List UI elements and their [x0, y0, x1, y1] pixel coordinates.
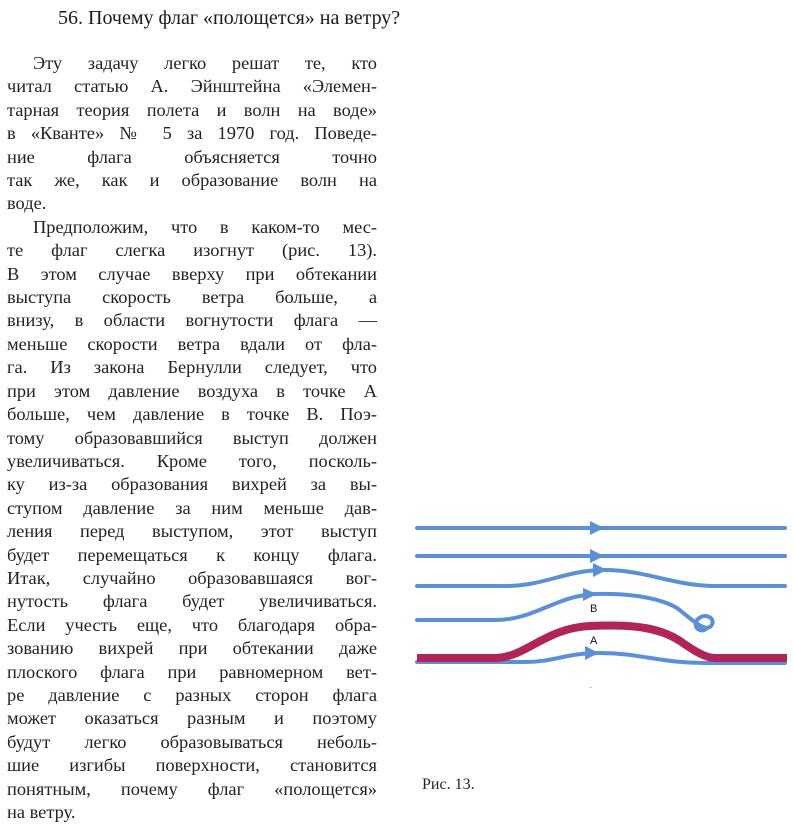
arrow-3	[593, 563, 607, 577]
figure-13	[415, 508, 787, 688]
text-line: тому образовавшийся выступ должен	[7, 427, 377, 448]
text-line: Эту задачу легко решат те, кто	[33, 53, 377, 73]
paragraph-2	[7, 216, 377, 824]
figure-caption: Рис. 13.	[422, 776, 475, 793]
text-line: Итак, случайно образовавшаяся вог-	[7, 567, 377, 588]
text-line: больше, чем давление в точке B. Поэ-	[7, 404, 377, 425]
arrow-6	[585, 646, 599, 660]
text-line: внизу, в области вогнутости флага —	[7, 310, 377, 331]
arrow-4	[583, 588, 597, 601]
text-line: В этом случае вверху при обтекании	[7, 263, 377, 284]
arrow-7	[590, 687, 604, 688]
streamline-4	[417, 594, 713, 631]
point-b-label: B	[590, 603, 598, 615]
text-line: при этом давление воздуха в точке A	[7, 380, 377, 401]
arrow-1	[590, 521, 604, 535]
text-line: шие изгибы поверхности, становится	[7, 755, 377, 776]
text-line: так же, как и образование волн на	[7, 170, 377, 191]
problem-title: 56. Почему флаг «полощется» на ветру?	[58, 7, 401, 29]
text-line: воде.	[7, 193, 47, 214]
arrow-2	[590, 549, 604, 563]
text-line: на ветру.	[7, 802, 76, 822]
text-line: ступом давление за ним меньше дав-	[7, 497, 377, 518]
problem-text	[7, 52, 377, 824]
text-line: зованию вихрей при обтекании даже	[7, 638, 377, 659]
text-line: ления перед выступом, этот выступ	[7, 521, 377, 542]
text-line: читал статью А. Эйнштейна «Элемен-	[7, 76, 377, 97]
text-line: будет перемещаться к концу флага.	[7, 544, 377, 565]
text-line: Предположим, что в каком-то мес-	[33, 216, 377, 237]
text-line: понятным, почему флаг «полощется»	[7, 778, 377, 799]
text-line: тарная теория полета и волн на воде»	[7, 99, 377, 120]
text-line: нутость флага будет увеличиваться.	[7, 591, 377, 612]
text-line: выступа скорость ветра больше, а	[7, 287, 377, 308]
text-line: плоского флага при равномерном вет-	[7, 661, 377, 682]
point-a-label: A	[590, 635, 598, 647]
text-line: Если учесть еще, что благодаря обра-	[7, 614, 377, 635]
text-line: га. Из закона Бернулли следует, что	[7, 357, 377, 378]
paragraph-1	[7, 52, 377, 216]
text-line: увеличиваться. Кроме того, посколь-	[7, 450, 377, 471]
text-line: ку из-за образования вихрей за вы-	[7, 474, 377, 495]
text-line: может оказаться разным и поэтому	[7, 708, 377, 729]
text-line: ре давление с разных сторон флага	[7, 684, 377, 705]
text-line: ние флага объясняется точно	[7, 146, 377, 167]
text-line: в «Кванте» № 5 за 1970 год. Поведе-	[7, 123, 377, 144]
text-line: меньше скорости ветра вдали от фла-	[7, 333, 377, 354]
text-line: те флаг слегка изогнут (рис. 13).	[7, 240, 377, 261]
text-line: будут легко образовываться неболь-	[7, 731, 377, 752]
